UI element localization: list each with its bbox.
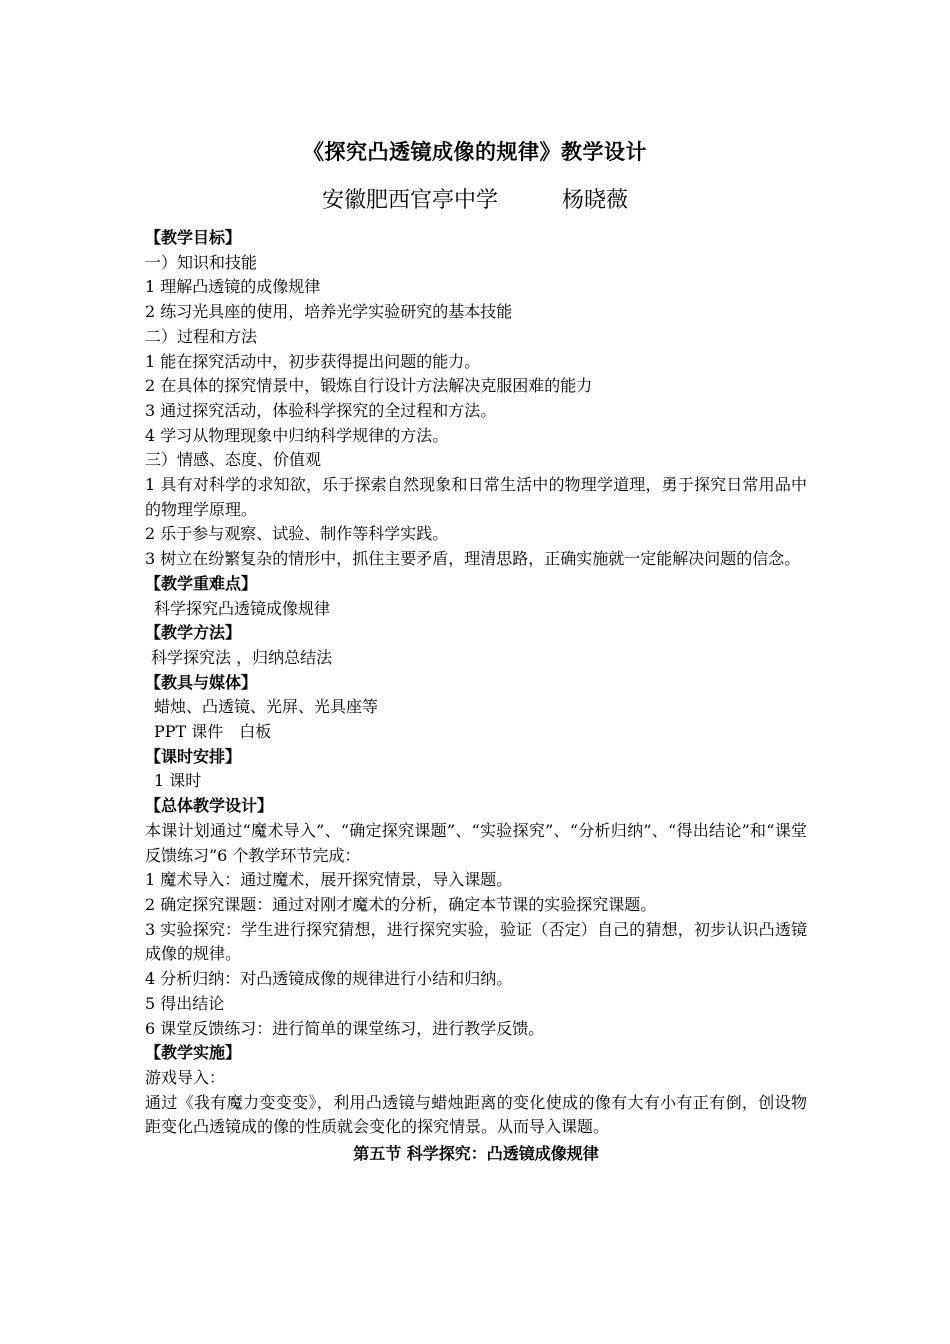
section-heading: 【教具与媒体】 xyxy=(145,672,258,692)
paragraph: 1 理解凸透镜的成像规律 xyxy=(145,277,321,297)
section-heading: 【课时安排】 xyxy=(145,746,242,766)
paragraph: 2 乐于参与观察、试验、制作等科学实践。 xyxy=(145,524,449,544)
paragraph: 2 确定探究课题：通过对刚才魔术的分析，确定本节课的实验探究课题。 xyxy=(145,894,657,914)
paragraph: 3 实验探究：学生进行探究猜想，进行探究实验，验证（否定）自己的猜想，初步认识凸透镜成像的规律。 xyxy=(145,919,807,964)
author-school: 安徽肥西官亭中学 xyxy=(321,188,498,213)
paragraph: 三）情感、态度、价值观 xyxy=(145,450,322,470)
paragraph: 本课计划通过“魔术导入”、“确定探究课题”、“实验探究”、“分析归纳”、“得出结论”和“课堂反馈练习”6 个教学环节完成： xyxy=(145,820,807,865)
paragraph: 1 魔术导入：通过魔术，展开探究情景，导入课题。 xyxy=(145,870,513,890)
section-heading: 【总体教学设计】 xyxy=(145,796,274,816)
document-body xyxy=(145,226,807,1167)
section-heading: 【教学重难点】 xyxy=(145,573,258,593)
paragraph: 6 课堂反馈练习：进行简单的课堂练习，进行教学反馈。 xyxy=(145,1018,545,1038)
paragraph: 5 得出结论 xyxy=(145,993,225,1013)
paragraph: 二）过程和方法 xyxy=(145,326,258,346)
paragraph: 科学探究法 ，归纳总结法 xyxy=(151,647,333,667)
section-heading: 【教学实施】 xyxy=(145,1043,242,1063)
paragraph: 通过《我有魔力变变变》，利用凸透镜与蜡烛距离的变化使成的像有大有小有正有倒，创设物距变化凸透镜成的像的性质就会变化的探究情景。从而导入课题。 xyxy=(145,1092,807,1137)
paragraph: 1 具有对科学的求知欲，乐于探索自然现象和日常生活中的物理学道理，勇于探究日常用品中的物理学原理。 xyxy=(145,475,807,519)
paragraph: 3 树立在纷繁复杂的情形中，抓住主要矛盾，理清思路，正确实施就一定能解决问题的信念。 xyxy=(145,549,801,569)
paragraph: 蜡烛、凸透镜、光屏、光具座等 xyxy=(154,697,379,717)
paragraph: 1 课时 xyxy=(154,771,202,791)
paragraph: 4 分析归纳：对凸透镜成像的规律进行小结和归纳。 xyxy=(145,969,513,989)
paragraph: 科学探究凸透镜成像规律 xyxy=(154,598,331,618)
section-heading: 【教学方法】 xyxy=(145,623,242,643)
author-name: 杨晓薇 xyxy=(562,188,629,213)
paragraph: PPT 课件 白板 xyxy=(154,722,272,742)
document-title: 《探究凸透镜成像的规律》教学设计 xyxy=(303,140,647,164)
paragraph: 一）知识和技能 xyxy=(145,252,258,272)
paragraph: 2 练习光具座的使用，培养光学实验研究的基本技能 xyxy=(145,302,513,322)
section-title: 第五节 科学探究：凸透镜成像规律 xyxy=(353,1144,599,1164)
paragraph: 1 能在探究活动中，初步获得提出问题的能力。 xyxy=(145,351,481,371)
paragraph: 4 学习从物理现象中归纳科学规律的方法。 xyxy=(145,425,449,445)
paragraph: 游戏导入： xyxy=(145,1067,226,1087)
author-line xyxy=(0,184,950,218)
paragraph: 3 通过探究活动，体验科学探究的全过程和方法。 xyxy=(145,400,497,420)
paragraph: 2 在具体的探究情景中，锻炼自行设计方法解决克服困难的能力 xyxy=(145,376,593,396)
section-heading: 【教学目标】 xyxy=(145,228,242,247)
